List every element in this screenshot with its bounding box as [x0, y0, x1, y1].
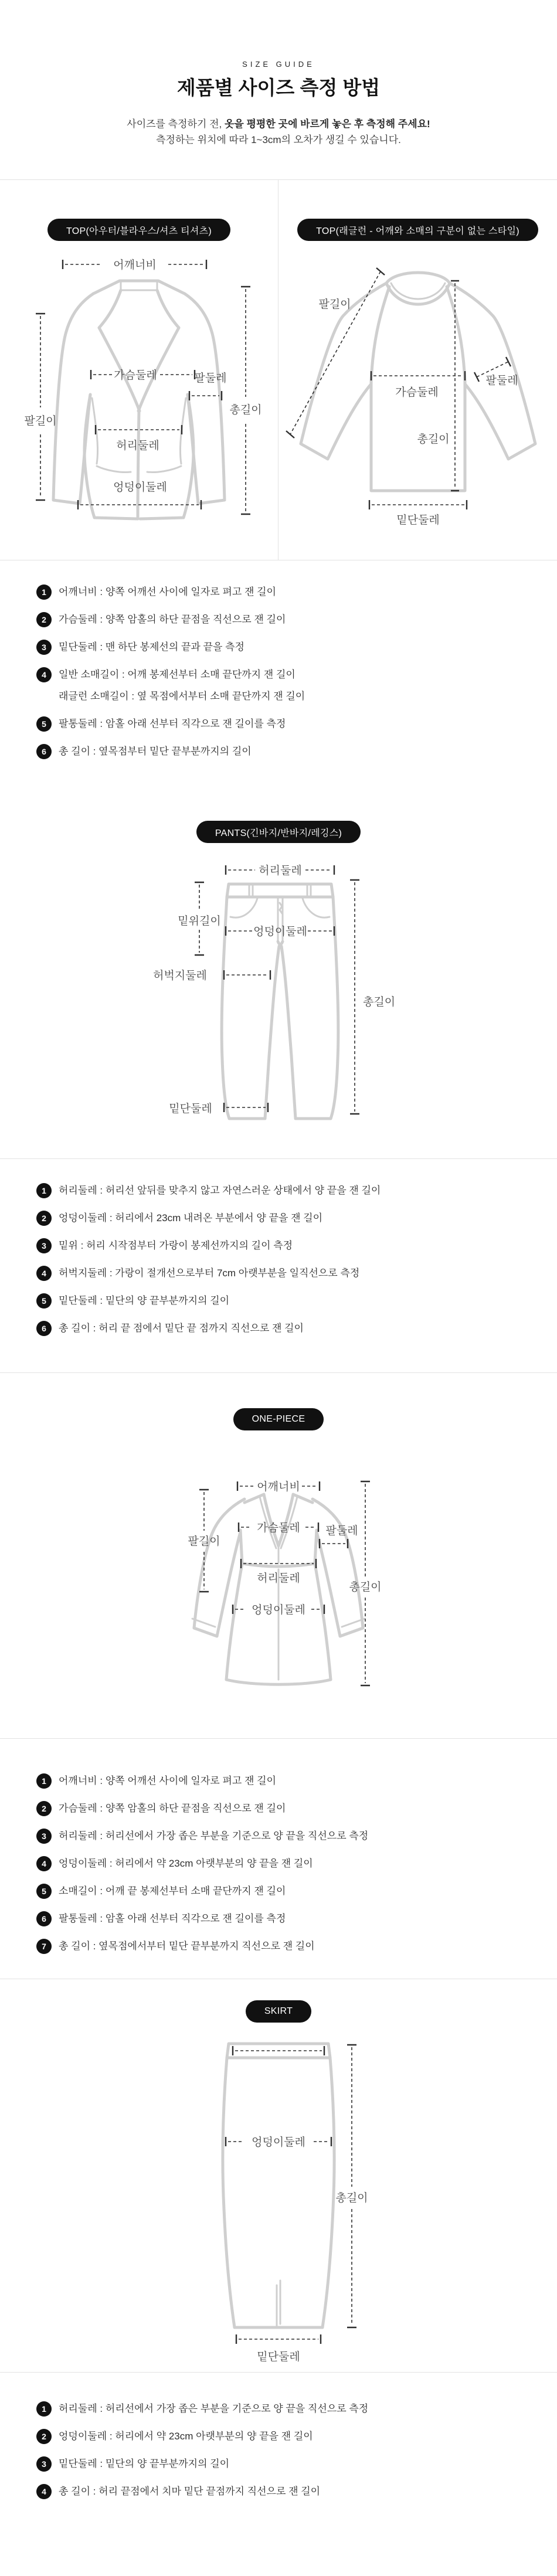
subtitle-bold: 옷을 평평한 곳에 바르게 놓은 후 측정해 주세요! [224, 118, 430, 130]
measure-item [36, 2428, 539, 2444]
item-text: 허리둘레 : 허리선에서 가장 좁은 부분을 기준으로 양 끝을 직선으로 측정 [59, 1830, 369, 1842]
label-chest: 가슴둘레 [257, 1522, 300, 1535]
label-arm-length: 팔길이 [188, 1535, 220, 1548]
item-number-badge: 5 [36, 1884, 52, 1899]
label-arm-length: 팔길이 [318, 298, 351, 311]
label-rise: 밑위길이 [178, 915, 221, 928]
onepiece-section-header [0, 1408, 557, 1430]
measure-item [36, 1320, 539, 1336]
item-number-badge: 3 [36, 1238, 52, 1253]
measure-item [36, 1855, 539, 1871]
item-number-badge: 6 [36, 1321, 52, 1336]
item-text: 허리둘레 : 허리선에서 가장 좁은 부분을 기준으로 양 끝을 직선으로 측정 [59, 2403, 369, 2415]
raglan-tee-diagram [283, 246, 553, 527]
label-shoulder-width: 어깨너비 [257, 1481, 300, 1494]
item-text-line2: 래글런 소매길이 : 옆 목점에서부터 소매 끝단까지 잰 길이 [59, 691, 305, 702]
measure-item [36, 743, 539, 759]
pants-pill: PANTS(긴바지/반바지/레깅스) [196, 821, 361, 843]
label-total-length: 총길이 [229, 404, 262, 417]
item-number-badge: 7 [36, 1939, 52, 1954]
label-chest: 가슴둘레 [114, 369, 157, 382]
label-hem: 밑단둘레 [396, 514, 440, 527]
item-text: 가슴둘레 : 양쪽 암홀의 하단 끝점을 직선으로 잰 길이 [59, 1803, 286, 1814]
measure-item [36, 1210, 539, 1226]
measure-item [36, 1938, 539, 1954]
measure-item [36, 639, 539, 655]
measure-item [36, 1293, 539, 1309]
item-number-badge: 3 [36, 640, 52, 655]
label-waist: 허리둘레 [116, 440, 159, 453]
skirt-measure-list [0, 2373, 557, 2499]
measure-item [36, 1800, 539, 1816]
page-subtitle [0, 116, 557, 148]
label-arm-circumference: 팔둘레 [325, 1525, 358, 1538]
pants-measure-list [0, 1159, 557, 1336]
jacket-diagram [4, 246, 274, 527]
item-number-badge: 5 [36, 1293, 52, 1309]
top-measure-list [0, 560, 557, 759]
item-text: 팔통둘레 : 암홀 아래 선부터 직각으로 잰 길이를 측정 [59, 1913, 286, 1925]
item-text: 엉덩이둘레 : 허리에서 23cm 내려온 부분에서 양 끝을 잰 길이 [59, 1212, 323, 1224]
top-outer-pill: TOP(아우터/블라우스/셔츠 티셔츠) [47, 219, 230, 241]
measure-item [36, 611, 539, 627]
measure-item [36, 2456, 539, 2472]
label-arm-circumference: 팔둘레 [194, 372, 227, 385]
item-number-badge: 2 [36, 612, 52, 627]
item-number-badge: 5 [36, 716, 52, 732]
measure-item [36, 2401, 539, 2417]
item-number-badge: 1 [36, 1773, 52, 1789]
item-number-badge: 2 [36, 1211, 52, 1226]
eyebrow-size-guide: SIZE GUIDE [242, 60, 315, 69]
page-title: 제품별 사이즈 측정 방법 [176, 77, 381, 98]
item-number-badge: 6 [36, 744, 52, 759]
label-arm-circumference: 팔둘레 [485, 375, 518, 388]
measure-item [36, 667, 539, 704]
skirt-pill: SKIRT [246, 2000, 311, 2023]
label-total-length: 총길이 [416, 433, 450, 446]
label-hip: 엉덩이둘레 [253, 926, 307, 939]
measure-item [36, 1828, 539, 1844]
page-header [0, 0, 557, 148]
measure-item [36, 1182, 539, 1198]
label-hem: 밑단둘레 [257, 2351, 300, 2364]
top-section [0, 179, 557, 560]
label-chest: 가슴둘레 [395, 386, 439, 399]
item-number-badge: 1 [36, 1183, 52, 1198]
measure-item [36, 1911, 539, 1926]
item-text: 허벅지둘레 : 가랑이 절개선으로부터 7cm 아랫부분을 일직선으로 측정 [59, 1267, 360, 1279]
item-text: 팔통둘레 : 암홀 아래 선부터 직각으로 잰 길이를 측정 [59, 718, 286, 730]
label-hip: 엉덩이둘레 [252, 2136, 305, 2149]
item-number-badge: 4 [36, 2484, 52, 2499]
label-waist: 허리둘레 [257, 1572, 300, 1585]
item-text: 엉덩이둘레 : 허리에서 약 23cm 아랫부분의 양 끝을 잰 길이 [59, 2431, 313, 2442]
onepiece-measure-list [0, 1739, 557, 1954]
item-number-badge: 2 [36, 2429, 52, 2444]
item-number-badge: 4 [36, 1856, 52, 1871]
pants-section-header [0, 821, 557, 843]
top-raglan-pill: TOP(래글런 - 어깨와 소매의 구분이 없는 스타일) [297, 219, 538, 241]
measure-item [36, 1265, 539, 1281]
label-arm-length: 팔길이 [24, 415, 57, 428]
label-total-length: 총길이 [335, 2192, 368, 2205]
top-raglan-column [278, 180, 557, 560]
measure-item [36, 1238, 539, 1253]
label-waist: 허리둘레 [259, 865, 302, 878]
item-number-badge: 1 [36, 584, 52, 600]
measure-item [36, 716, 539, 732]
onepiece-diagram [132, 1463, 425, 1738]
item-text: 밑단둘레 : 밑단의 양 끝부분까지의 길이 [59, 2458, 230, 2470]
item-text: 어깨너비 : 양쪽 어깨선 사이에 일자로 펴고 잰 길이 [59, 1775, 276, 1787]
skirt-diagram [179, 2027, 378, 2367]
item-text: 일반 소매길이 : 어깨 봉제선부터 소매 끝단까지 잰 길이 [59, 669, 296, 681]
item-text: 엉덩이둘레 : 허리에서 약 23cm 아랫부분의 양 끝을 잰 길이 [59, 1858, 313, 1870]
onepiece-pill: ONE-PIECE [233, 1408, 324, 1430]
item-text: 밑위 : 허리 시작점부터 가랑이 봉제선까지의 길이 측정 [59, 1240, 293, 1252]
label-total-length: 총길이 [363, 996, 396, 1009]
item-text: 밑단둘레 : 맨 하단 봉제선의 끝과 끝을 측정 [59, 641, 244, 653]
subtitle-line2: 측정하는 위치에 따라 1~3cm의 오차가 생길 수 있습니다. [156, 134, 401, 146]
measure-item [36, 1883, 539, 1899]
label-hem: 밑단둘레 [169, 1103, 212, 1116]
skirt-section-header [0, 2000, 557, 2023]
item-number-badge: 4 [36, 1266, 52, 1281]
label-total-length: 총길이 [349, 1581, 382, 1594]
item-text: 총 길이 : 옆목점부터 밑단 끝부분까지의 길이 [59, 746, 252, 757]
item-text: 총 길이 : 허리 끝점에서 치마 밑단 끝점까지 직선으로 잰 길이 [59, 2486, 321, 2497]
label-shoulder-width: 어깨너비 [113, 259, 157, 272]
subtitle-normal: 사이즈를 측정하기 전, [127, 118, 225, 130]
item-text: 가슴둘레 : 양쪽 암홀의 하단 끝점을 직선으로 잰 길이 [59, 614, 286, 626]
item-number-badge: 3 [36, 2456, 52, 2472]
item-text: 밑단둘레 : 밑단의 양 끝부분까지의 길이 [59, 1295, 230, 1307]
item-text: 허리둘레 : 허리선 앞뒤를 맞추지 않고 자연스러운 상태에서 양 끝을 잰 길이 [59, 1185, 381, 1197]
measure-item [36, 584, 539, 600]
top-outer-column [0, 180, 278, 560]
label-hip: 엉덩이둘레 [252, 1604, 305, 1617]
item-text: 소매길이 : 어깨 끝 봉제선부터 소매 끝단까지 잰 길이 [59, 1885, 286, 1897]
item-number-badge: 1 [36, 2401, 52, 2417]
item-number-badge: 2 [36, 1801, 52, 1816]
item-text: 총 길이 : 허리 끝 점에서 밑단 끝 점까지 직선으로 잰 길이 [59, 1323, 304, 1334]
item-number-badge: 4 [36, 667, 52, 682]
label-thigh: 허벅지둘레 [153, 970, 207, 983]
measure-item [36, 2483, 539, 2499]
item-number-badge: 3 [36, 1829, 52, 1844]
label-hip: 엉덩이둘레 [113, 481, 167, 494]
measure-item [36, 1773, 539, 1789]
item-number-badge: 6 [36, 1911, 52, 1926]
item-text: 총 길이 : 옆목점에서부터 밑단 끝부분까지 직선으로 잰 길이 [59, 1941, 315, 1952]
item-text: 어깨너비 : 양쪽 어깨선 사이에 일자로 펴고 잰 길이 [59, 586, 276, 598]
divider [0, 1372, 557, 1373]
pants-diagram [132, 854, 425, 1158]
